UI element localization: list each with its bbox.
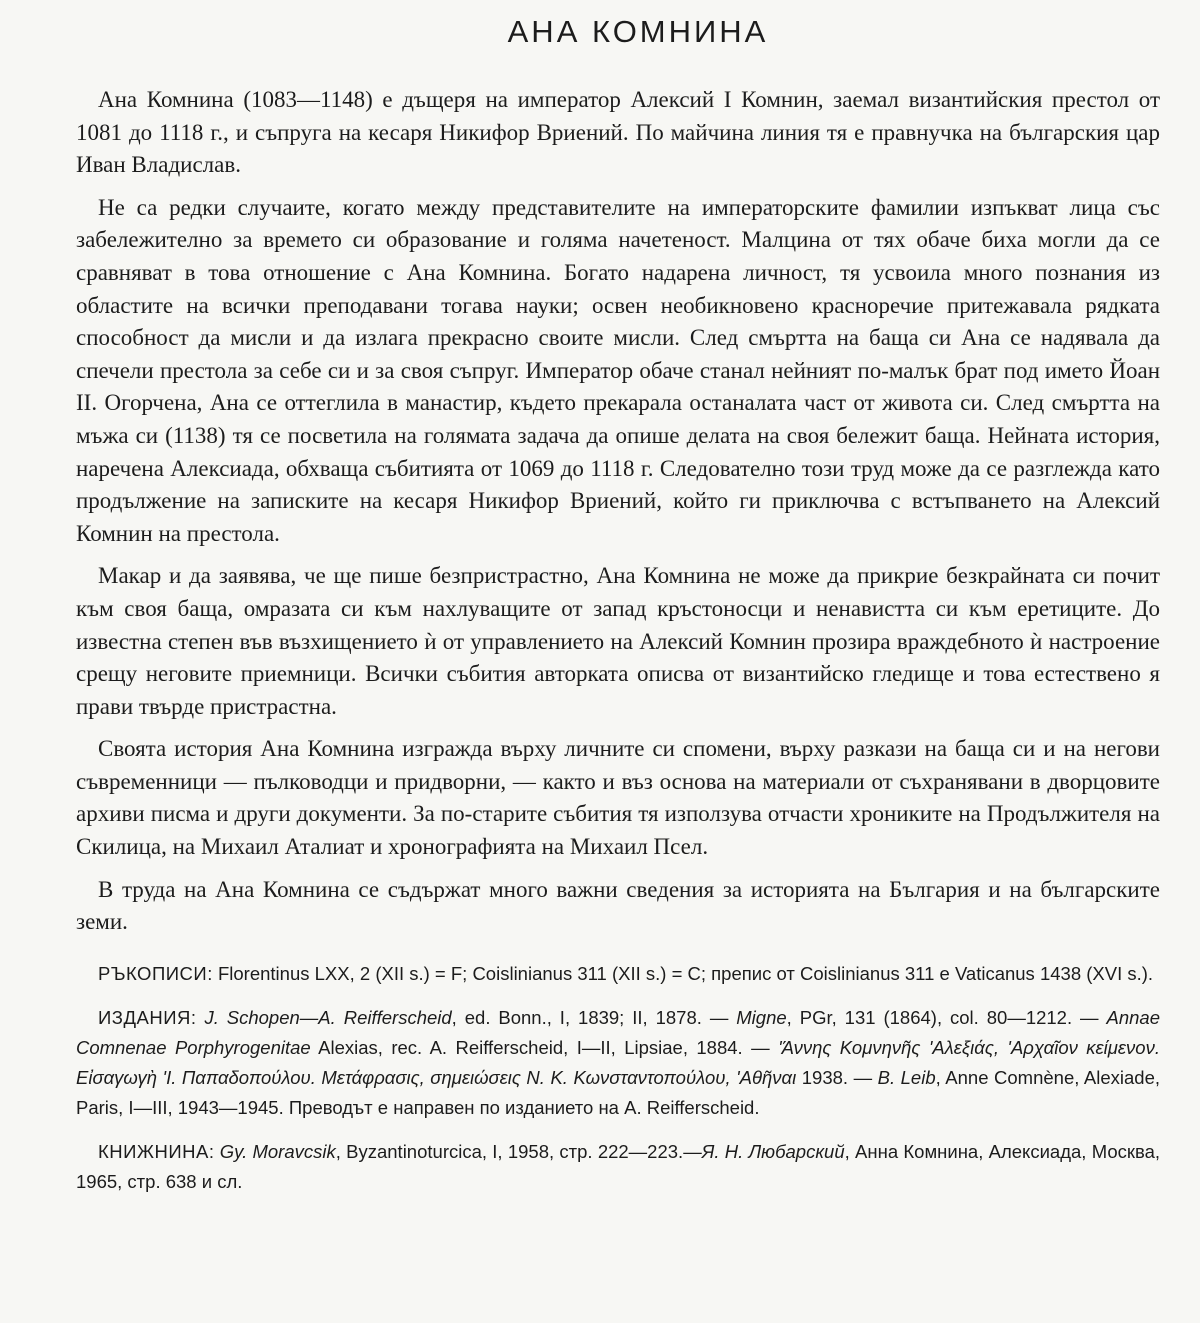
reference-fragment: Alexias, rec. A. Reifferscheid, I—II, Lipsiae, 1884. — [310,1036,779,1058]
page-title: АНА КОМНИНА [507,14,769,49]
manuscripts-text: Florentinus LXX, 2 (XII s.) = F; Coislinianus 311 (XII s.) = C; препис от Coislinianus 311 е Vaticanus 1438 (XVI s.). [217,962,1154,984]
reference-fragment: , PGr, 131 (1864), col. 80—1212. — [786,1006,1107,1028]
manuscripts-label: РЪКОПИСИ: [98,962,213,984]
reference-fragment: Annae Comnenae Porphyrogenitae [76,1006,1160,1058]
reference-fragment: , Anne Comnène, Alexiade, Paris, I—III, 1943—1945. Преводът е направен по изданието на A. Reifferscheid. [76,1066,1160,1118]
reference-fragment: B. Leib [877,1066,936,1088]
reference-fragment: Gy. Moravcsik [219,1140,336,1162]
reference-fragment: , Анна Комнина, Алексиада, Москва, 1965, стр. 638 и сл. [76,1140,1161,1192]
literature-text [76,1141,1160,1192]
reference-fragment: Migne [736,1006,787,1028]
paragraph: Не са редки случаите, когато между представителите на императорските фамилии изпъкват лица със забележително за времето си образование и голяма начетеност. Малцина от тях обаче биха могли да се сравняват в това отношение с Ана Комнина. Богато надарена личност, тя усвоила много познания из областите на всички преподавани тогава науки; освен необикновено красноречие притежавала рядката способност да мисли и да излага прекрасно своите мисли. След смъртта на баща си Ана се надявала да спечели престола за себе си и за своя съпруг. Император обаче станал нейният по-малък брат под името Йоан II. Огорчена, Ана се оттеглила в манастир, където прекарала останалата част от живота си. След смъртта на мъжа си (1138) тя се посветила на голямата задача да опише делата на своя бележит баща. Нейната история, наречена Алексиада, обхваща събитията от 1069 до 1118 г. Следователно този труд може да се разглежда като продължение на записките на кесаря Никифор Вриений, който ги приключва с встъпването на Алексий Комнин на престола. [76,194,1160,546]
reference-fragment: J. Schopen—A. Reifferscheid [204,1006,452,1028]
article-body [76,84,1160,939]
reference-fragment: Я. Н. Любарский [701,1140,845,1162]
literature-label: КНИЖНИНА: [98,1140,215,1162]
reference-fragment: 'Άννης Κομνηνῆς 'Αλεξιάς, 'Αρχαῖον κείμενον. Εἰσαγωγὴ 'Ι. Παπαδοπούλου. Μετάφρασις, σημειώσεις Ν. Κ. Κωνσταντοπούλου, 'Αθῆναι [76,1036,1160,1088]
editions-entry [76,1003,1160,1123]
paragraph: Макар и да заявява, че ще пише безпристрастно, Ана Комнина не може да прикрие безкрайната си почит към своя баща, омразата си към нахлуващите от запад кръстоносци и ненавистта си към еретиците. До известна степен във възхищението ѝ от управлението на Алексий Комнин прозира враждебното ѝ настроение срещу неговите приемници. Всички събития авторката описва от византийско гледище и това естествено я прави твърде пристрастна. [76,563,1160,719]
paragraph: Ана Комнина (1083—1148) е дъщеря на император Алексий I Комнин, заемал византийския престол от 1081 до 1118 г., и съпруга на кесаря Никифор Вриений. По майчина линия тя е правнучка на българския цар Иван Владислав. [76,87,1160,178]
references-section [76,959,1160,1197]
reference-fragment: , ed. Bonn., I, 1839; II, 1878. — [451,1006,737,1028]
manuscripts-entry [76,959,1160,989]
reference-fragment: , Byzantinoturcica, I, 1958, стр. 222—223.— [335,1140,702,1162]
literature-entry [76,1137,1160,1197]
paragraph: В труда на Ана Комнина се съдържат много важни сведения за историята на България и на българските земи. [76,876,1160,935]
editions-text [76,1007,1160,1118]
paragraph: Своята история Ана Комнина изгражда върху личните си спомени, върху разкази на баща си и на негови съвременници — пълководци и придворни, — както и въз основа на материали от съхранявани в дворцовите архиви писма и други документи. За по-старите събития тя използува отчасти хрониките на Продължителя на Скилица, на Михаил Аталиат и хронографията на Михаил Псел. [76,736,1160,860]
reference-fragment: 1938. — [796,1066,878,1088]
editions-label: ИЗДАНИЯ: [98,1006,197,1028]
